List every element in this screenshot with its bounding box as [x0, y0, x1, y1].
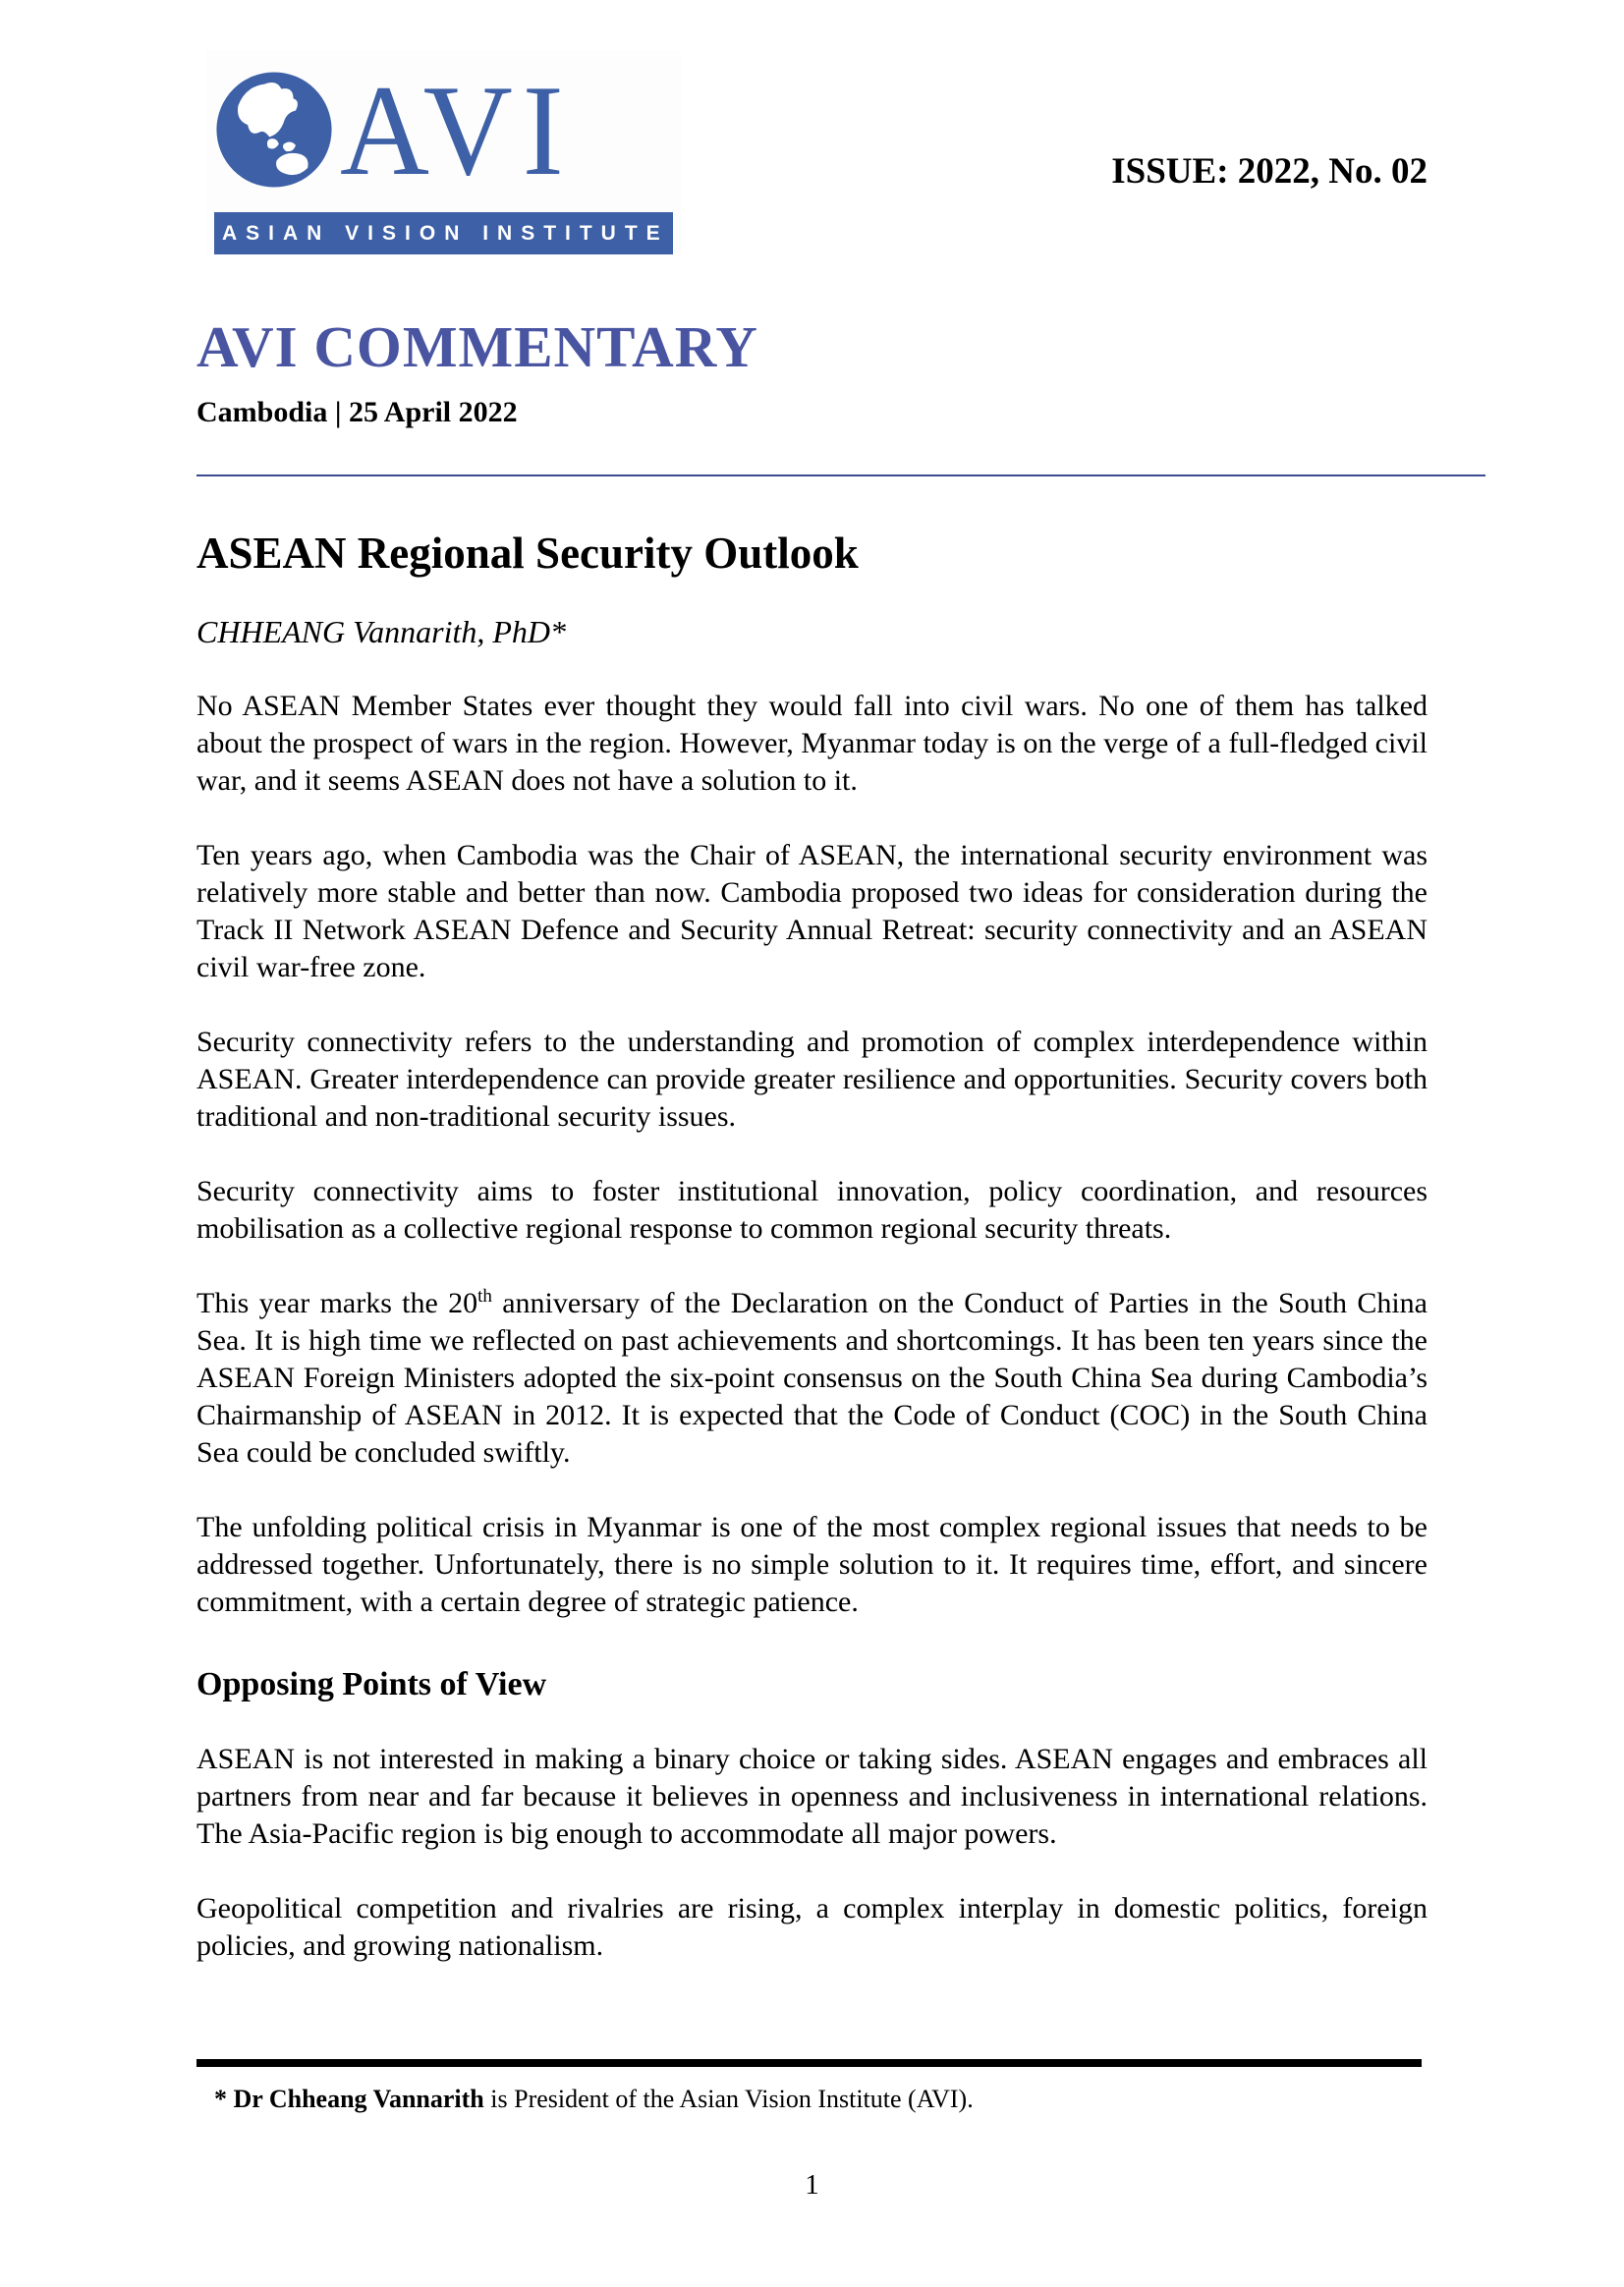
logo-banner: ASIAN VISION INSTITUTE — [214, 212, 673, 254]
logo-acronym: AVI — [340, 59, 574, 203]
footnote-divider — [196, 2059, 1422, 2067]
page-number: 1 — [805, 2169, 819, 2201]
section-heading: Opposing Points of View — [196, 1665, 547, 1702]
body-paragraph: Security connectivity refers to the understanding and promotion of complex interdependence within ASEAN. Greater interdependence can provide greater resilience and opportunities. Security covers both traditional and non-traditional security issues. — [196, 1025, 1428, 1133]
body-paragraph: Geopolitical competition and rivalries are rising, a complex interplay in domestic politics, foreign policies, and growing nationalism. — [196, 1891, 1428, 1962]
logo-top-row — [214, 57, 673, 206]
body-paragraph: No ASEAN Member States ever thought they would fall into civil wars. No one of them has talked about the prospect of wars in the region. However, Myanmar today is on the verge of a full-fledged civil war, and it seems ASEAN does not have a solution to it. — [196, 689, 1428, 797]
divider-rule — [196, 474, 1485, 476]
header — [196, 51, 1428, 254]
body-paragraph: Security connectivity aims to foster institutional innovation, policy coordination, and resources mobilisation as a collective regional response to common regional security threats. — [196, 1174, 1428, 1245]
paragraph-text: This year marks the 20 — [196, 1286, 478, 1319]
body-paragraph: ASEAN is not interested in making a binary choice or taking sides. ASEAN engages and embraces all partners from near and far because it believes in openness and inclusiveness in international relations. The Asia-Pacific region is big enough to accommodate all major powers. — [196, 1742, 1428, 1850]
globe-icon — [214, 70, 334, 195]
footnote-text: is President of the Asian Vision Institute (AVI). — [483, 2085, 974, 2113]
dateline: Cambodia | 25 April 2022 — [196, 395, 518, 428]
paragraph-text: anniversary of the Declaration on the Conduct of Parties in the South China Sea. It is high time we reflected on past achievements and shortcomings. It has been ten years since the ASEAN Foreign Ministers adopted the six-point consensus on the South China Sea during Cambodia’s Chairmanship of ASEAN in 2012. It is expected that the Code of Conduct (COC) in the South China Sea could be concluded swiftly. — [196, 1286, 1428, 1469]
masthead-title: AVI COMMENTARY — [196, 314, 758, 379]
article-title: ASEAN Regional Security Outlook — [196, 528, 859, 578]
content-column — [196, 0, 1428, 1965]
body-paragraph: Ten years ago, when Cambodia was the Chair of ASEAN, the international security environment was relatively more stable and better than now. Cambodia proposed two ideas for consideration during the Track II Network ASEAN Defence and Security Annual Retreat: security connectivity and an ASEAN civil war-free zone. — [196, 838, 1428, 983]
body-paragraph — [196, 1285, 1428, 1472]
ordinal-superscript: th — [477, 1285, 492, 1307]
body-paragraph: The unfolding political crisis in Myanmar is one of the most complex regional issues that needs to be addressed together. Unfortunately, there is no simple solution to it. It requires time, effort, and sincere commitment, with a certain degree of strategic patience. — [196, 1510, 1428, 1618]
issue-label: ISSUE: 2022, No. 02 — [1111, 151, 1428, 192]
footnote — [214, 2085, 974, 2114]
footnote-author: * Dr Chheang Vannarith — [214, 2085, 484, 2113]
author-byline: CHHEANG Vannarith, PhD* — [196, 613, 566, 649]
brand-logo — [206, 51, 681, 254]
